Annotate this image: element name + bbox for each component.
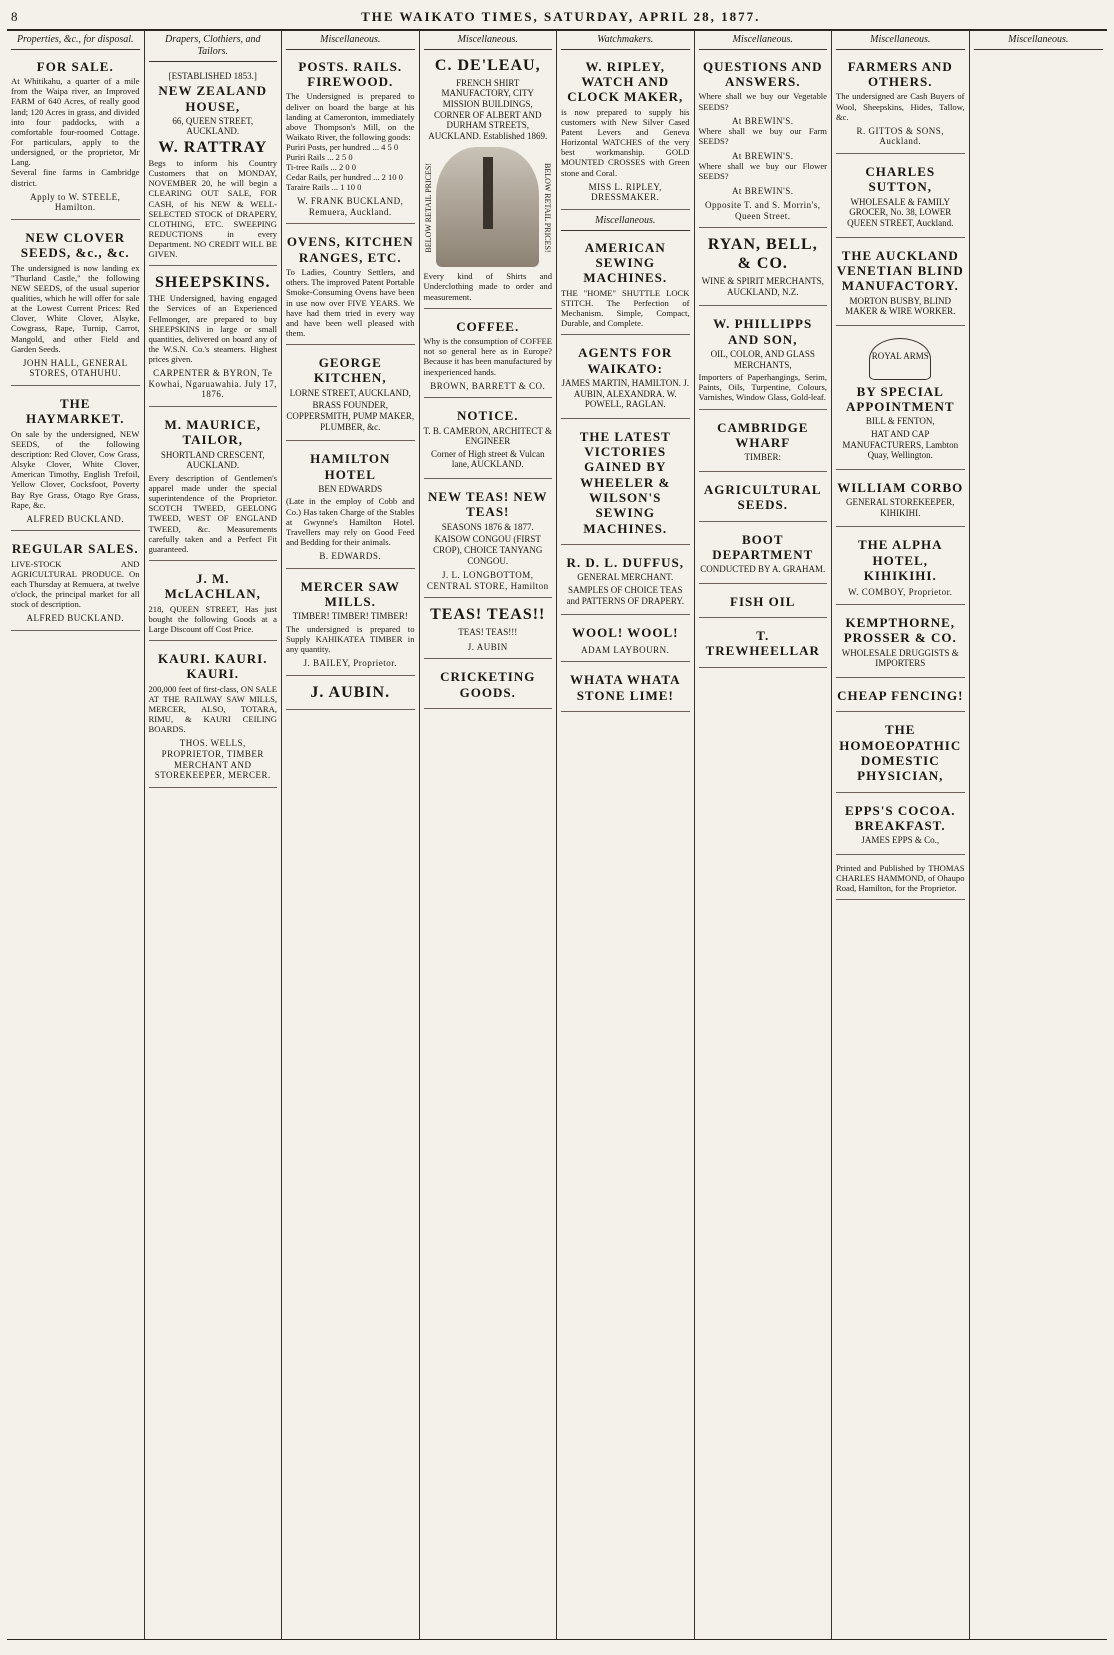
ad-title: KAURI. KAURI. KAURI. <box>158 651 268 682</box>
ad-kempthorne <box>836 609 965 678</box>
ad-body: The undersigned is now landing ex "Thurland Castle," the following NEW SEEDS, of the usual superior qualities, which he will offer for sale at the Lowest Current Prices: Red Clover, White Clover, Alsyke, Cowgrass, Rape, Turnip, Carrot, Mangold, and other Field and Garden Seeds. <box>11 262 140 354</box>
ad-subtitle: TIMBER! TIMBER! TIMBER! <box>292 611 408 622</box>
page-number: 8 <box>11 9 19 24</box>
column-head: Miscellaneous. <box>974 33 1104 50</box>
ad-title: FOR SALE. <box>36 58 114 74</box>
newspaper-title: THE WAIKATO TIMES, SATURDAY, APRIL 28, 1877. <box>361 9 761 24</box>
imprint <box>836 859 965 900</box>
crest-label: ROYAL ARMS <box>871 350 929 361</box>
ad-fish-oil <box>699 588 828 618</box>
ad-body: The Undersigned is prepared to deliver on board the barge at his landing at Cameronton, immediately above Thompson's Mill, on the Waikato River, the following goods: <box>286 91 415 143</box>
ad-wool <box>561 619 690 662</box>
ad-body: LIVE-STOCK AND AGRICULTURAL PRODUCE. On each Thursday at Remuera, at twelve o'clock, the principal market for all stock of description. <box>11 558 140 610</box>
ad-title: J. AUBIN. <box>310 684 391 702</box>
ad-signature: Apply to W. STEELE, Hamilton. <box>30 191 121 213</box>
ad-title: FARMERS AND OTHERS. <box>847 58 953 90</box>
ad-george-kitchen <box>286 349 415 441</box>
ad-signature: MISS L. RIPLEY, DRESSMAKER. <box>588 181 662 203</box>
ad-new-teas <box>424 483 553 598</box>
side-text: BELOW RETAIL PRICES! <box>423 162 433 253</box>
ad-signature: CARPENTER & BYRON, Te Kowhai, Ngaruawahia. July 17, 1876. <box>148 368 277 400</box>
ad-agricultural-seeds <box>699 476 828 522</box>
ad-signature: JOHN HALL, GENERAL STORES, OTAHUHU. <box>22 357 128 379</box>
ad-title: BY SPECIAL APPOINTMENT <box>846 383 955 415</box>
ad-subtitle: TIMBER: <box>744 452 781 463</box>
ad-body: Importers of Paperhangings, Serim, Paints, Oils, Turpentine, Colours, Varnishes, Window Glass, Gold-leaf. <box>698 372 827 403</box>
ad-title: T. TREWHEELLAR <box>705 628 820 659</box>
column-head: Drapers, Clothiers, and Tailors. <box>149 33 278 62</box>
ad-title: HAMILTON HOTEL <box>310 451 391 482</box>
ad-subtitle: SEASONS 1876 & 1877. <box>441 521 534 532</box>
ad-address: FRENCH SHIRT MANUFACTORY, CITY MISSION BUILDINGS, CORNER OF ALBERT AND DURHAM STREETS, AUCKLAND. Established 1869. <box>428 77 548 141</box>
ad-body: JAMES MARTIN, HAMILTON. J. AUBIN, ALEXANDRA. W. POWELL, RAGLAN. <box>561 377 689 410</box>
ad-address: LORNE STREET, AUCKLAND, <box>289 387 411 398</box>
ad-teas <box>424 602 553 659</box>
ad-questions-answers <box>699 53 828 229</box>
ad-title: POSTS. RAILS. FIREWOOD. <box>298 58 403 90</box>
answer: At BREWIN'S. <box>731 115 794 126</box>
ad-body: On sale by the undersigned, NEW SEEDS, of the following description: Red Clover, Cow Grass, Alsyke Clover, White Clover, American Timothy, English Trefoil, Yellow Clover, Cocksfoot, Poverty Bay Rye Grass, Otago Rye Grass, Rape, &c. <box>11 428 140 510</box>
shirt-illustration <box>436 147 539 267</box>
ad-title: R. D. L. DUFFUS, <box>566 555 684 571</box>
column-5 <box>557 31 695 1639</box>
question: Where shall we buy our Flower SEEDS? <box>698 161 827 182</box>
ad-signature: W. FRANK BUCKLAND, Remuera, Auckland. <box>297 196 404 217</box>
ad-phillipps <box>699 310 828 409</box>
ad-title: MERCER SAW MILLS. <box>300 578 400 610</box>
ad-title: W. RIPLEY, WATCH AND CLOCK MAKER, <box>567 58 684 105</box>
ad-subtitle: WHOLESALE DRUGGISTS & IMPORTERS <box>841 647 959 669</box>
ad-title: NEW TEAS! NEW TEAS! <box>428 489 548 520</box>
ad-signature: ADAM LAYBOURN. <box>581 644 670 655</box>
ad-alpha-hotel <box>836 531 965 605</box>
ad-title: REGULAR SALES. <box>11 541 139 557</box>
ad-signature: B. EDWARDS. <box>319 551 382 562</box>
ad-ryan-bell <box>699 232 828 306</box>
ad-subtitle: GENERAL MERCHANT. <box>577 572 674 583</box>
ad-signature: J. BAILEY, Proprietor. <box>303 658 398 669</box>
ad-title: J. M. McLACHLAN, <box>164 571 261 602</box>
ad-title: NOTICE. <box>456 408 519 424</box>
ad-epps-cocoa <box>836 797 965 855</box>
ad-subtitle: GENERAL STOREKEEPER, KIHIKIHI. <box>845 497 955 518</box>
price-line: Ti-tree Rails ... 2 0 0 <box>286 162 357 173</box>
royal-crest-icon <box>869 338 931 380</box>
ad-ovens <box>286 228 415 345</box>
ad-body: Every description of Gentlemen's apparel made under the special superintendence of the Proprietor. SCOTCH TWEED, GEELONG TWEED, WEST OF ENGLAND TWEED, &c. Measurements carefully taken and a Perfect Fit guaranteed. <box>148 472 277 554</box>
ad-title: FISH OIL <box>730 593 796 609</box>
price-line: Puriri Rails ... 2 5 0 <box>286 152 353 163</box>
ad-body: KAISOW CONGOU (FIRST CROP), CHOICE TANYANG CONGOU. <box>433 534 543 566</box>
ad-title: THE HAYMARKET. <box>26 396 125 427</box>
ad-subtitle: CONDUCTED BY A. GRAHAM. <box>700 564 826 575</box>
ad-body: SAMPLES OF CHOICE TEAS and PATTERNS OF DRAPERY. <box>566 585 685 606</box>
ad-subtitle: WHOLESALE & FAMILY GROCER, No. 38, LOWER QUEEN STREET, Auckland. <box>847 196 954 228</box>
ad-new-zealand-house <box>149 65 278 267</box>
ad-title: M. MAURICE, TAILOR, <box>164 417 262 448</box>
ad-signature: ALFRED BUCKLAND. <box>26 613 124 624</box>
ad-signature: ALFRED BUCKLAND. <box>26 513 124 524</box>
ad-signature: W. COMBOY, Proprietor. <box>848 587 953 598</box>
ad-subtitle: OIL, COLOR, AND GLASS MERCHANTS, <box>710 348 815 370</box>
ad-aubin <box>286 680 415 710</box>
ad-title: NEW CLOVER SEEDS, &c., &c. <box>20 229 130 261</box>
ad-title: CHARLES SUTTON, <box>865 164 936 195</box>
ad-mclachlan <box>149 565 278 641</box>
ad-signature: THOS. WELLS, PROPRIETOR, TIMBER MERCHANT AND STOREKEEPER, MERCER. <box>154 738 271 781</box>
side-text: BELOW RETAIL PRICES! <box>542 162 552 253</box>
column-7 <box>832 31 970 1639</box>
ad-sewing-machines <box>561 234 690 336</box>
ad-notice <box>424 402 553 479</box>
ad-title: W. PHILLIPPS AND SON, <box>713 316 813 347</box>
printer-imprint: Printed and Published by THOMAS CHARLES HAMMOND, of Ohaupo Road, Hamilton, for the Proprietor. <box>836 862 965 894</box>
price-line: Cedar Rails, per hundred ... 2 10 0 <box>286 172 403 183</box>
ad-body: The undersigned are Cash Buyers of Wool, Sheepskins, Hides, Tallow, &c. <box>836 91 965 122</box>
ad-title: THE LATEST VICTORIES GAINED BY WHEELER & WILSON'S SEWING MACHINES. <box>579 428 671 536</box>
ad-boot-department <box>699 526 828 584</box>
ad-address: Corner of High street & Vulcan lane, AUCKLAND. <box>430 448 545 470</box>
ad-title: OVENS, KITCHEN RANGES, ETC. <box>286 234 414 265</box>
ad-special-appointment <box>836 330 965 470</box>
ad-title: KEMPTHORNE, PROSSER & CO. <box>843 615 957 646</box>
ad-homoeopathic <box>836 716 965 792</box>
column-head: Watchmakers. <box>561 33 690 50</box>
column-6 <box>695 31 833 1639</box>
ad-venetian-blind <box>836 242 965 326</box>
ad-signature: J. L. LONGBOTTOM, CENTRAL STORE, Hamilton <box>426 570 549 591</box>
ad-trewheellar <box>699 622 828 668</box>
ad-title: WILLIAM CORBO <box>837 479 964 495</box>
ad-body: Several fine farms in Cambridge district. <box>11 167 140 188</box>
ad-tailor <box>149 411 278 561</box>
ad-corbo <box>836 474 965 528</box>
ad-body: Begs to inform his Country Customers that on MONDAY, NOVEMBER 20, he will begin a CLEARING OUT SALE, FOR CASH, of his NEW & WELL-SELECTED STOCK of DRAPERY, CLOTHING, ETC. SWEEPING REDUCTIONS in every Department. NO CREDIT WILL BE GIVEN. <box>148 157 277 260</box>
ad-body: Every kind of Shirts and Underclothing made to order and measurement. <box>423 271 552 302</box>
ad-title: AMERICAN SEWING MACHINES. <box>583 239 668 286</box>
ad-body: 200,000 feet of first-class, ON SALE AT THE RAILWAY SAW MILLS, MERCER, ALSO, TOTARA, RIMU, & KAURI CEILING BOARDS. <box>148 683 277 735</box>
ad-title: RYAN, BELL, & CO. <box>707 236 818 273</box>
ad-title: CRICKETING GOODS. <box>440 669 536 700</box>
column-grid <box>7 31 1107 1640</box>
ad-signature: BROWN, BARRETT & CO. <box>430 380 546 391</box>
ad-duffus <box>561 549 690 615</box>
ad-proprietor: W. RATTRAY <box>158 139 268 157</box>
ad-title: SHEEPSKINS. <box>155 274 271 292</box>
ad-title: GEORGE KITCHEN, <box>313 355 387 386</box>
ad-body: 218, QUEEN STREET, Has just bought the following Goods at a Large Discount off Cost Price. <box>148 603 277 634</box>
ad-body: THE Undersigned, having engaged the Services of an Experienced Fellmonger, are prepared to buy SHEEPSKINS in large or small quantities, delivered on board any of the W.S.N. Co.'s steamers. Highest prices given. <box>148 293 277 365</box>
ad-ripley <box>561 53 690 210</box>
column-3 <box>282 31 420 1639</box>
ad-posts-rails <box>286 53 415 225</box>
ad-body: To Ladies, Country Settlers, and others. The improved Patent Portable Smoke-Consuming Ovens have been in use now over FIVE YEARS. We have had them tried in every way and have been well pleased with them. <box>286 267 415 338</box>
ad-signature: Opposite T. and S. Morrin's, Queen Street. <box>704 200 821 221</box>
ad-kauri <box>149 645 278 788</box>
ad-body: (Late in the employ of Cobb and Co.) Has taken Charge of the Stables at Gwynne's Hamilton Hotel. Travellers may rely on Good Feed and Bedding for their animals. <box>286 496 415 548</box>
column-head: Miscellaneous. <box>699 33 828 50</box>
ad-subtitle: WINE & SPIRIT MERCHANTS, AUCKLAND, N.Z. <box>701 276 824 297</box>
ad-mercer-saw-mills <box>286 573 415 676</box>
ad-cambridge-wharf <box>699 414 828 472</box>
ad-hamilton-hotel <box>286 445 415 569</box>
ad-farmers <box>836 53 965 154</box>
ad-title: AGRICULTURAL SEEDS. <box>703 481 822 513</box>
ad-body: THE "HOME" SHUTTLE LOCK STITCH. The Perfection of Mechanism. Simple, Compact, Durable, and Complete. <box>561 287 690 329</box>
column-head: Miscellaneous. <box>836 33 965 50</box>
ad-title: C. DE'LEAU, <box>434 56 541 74</box>
ad-signature: J. AUBIN <box>467 641 508 652</box>
ad-shirt-factory <box>424 53 553 309</box>
ad-clover-seeds <box>11 224 140 386</box>
ad-title: WOOL! WOOL! <box>572 625 679 641</box>
ad-body: BRASS FOUNDER, COPPERSMITH, PUMP MAKER, PLUMBER, &c. <box>286 400 415 432</box>
ad-body: At Whitikahu, a quarter of a mile from the Waipa river, an Improved FARM of 640 Acres, of really good land; 120 Acres in grass, and divided into four paddocks, with a comfortable four-roomed Cottage. For particulars, apply to the undersigned, or the proprietor, Mr Lang. <box>11 76 140 168</box>
ad-coffee <box>424 313 553 399</box>
ad-agents-waikato <box>561 339 690 418</box>
price-line: Puriri Posts, per hundred ... 4 5 0 <box>286 142 399 153</box>
ad-farm-for-sale <box>11 53 140 220</box>
ad-address: 66, QUEEN STREET, AUCKLAND. <box>172 115 254 137</box>
ad-established: [ESTABLISHED 1853.] <box>168 70 257 81</box>
newspaper-page <box>7 5 1107 1645</box>
price-line: Taraire Rails ... 1 10 0 <box>286 182 362 193</box>
ad-title: CHEAP FENCING! <box>837 687 964 703</box>
ad-title: EPPS'S COCOA. BREAKFAST. <box>844 802 956 833</box>
column-1 <box>7 31 145 1639</box>
column-subhead: Miscellaneous. <box>561 214 690 231</box>
ad-sheepskins <box>149 270 278 407</box>
ad-title: WHATA WHATA STONE LIME! <box>569 672 681 703</box>
question: Where shall we buy our Farm SEEDS? <box>698 126 827 147</box>
ad-cheap-fencing <box>836 682 965 712</box>
ad-wheeler-wilson <box>561 423 690 545</box>
answer: At BREWIN'S. <box>731 150 794 161</box>
ad-regular-sales <box>11 535 140 631</box>
ad-title: NEW ZEALAND HOUSE, <box>158 83 268 114</box>
column-head: Miscellaneous. <box>424 33 553 50</box>
ad-cricketing <box>424 663 553 709</box>
answer: At BREWIN'S. <box>731 185 794 196</box>
ad-title: THE AUCKLAND VENETIAN BLIND MANUFACTORY. <box>836 247 964 294</box>
masthead <box>7 5 1107 31</box>
ad-title: CAMBRIDGE WHARF <box>717 419 809 450</box>
ad-haymarket <box>11 390 140 531</box>
column-head: Miscellaneous. <box>286 33 415 50</box>
ad-signature: R. GITTOS & SONS, Auckland. <box>856 125 945 147</box>
ad-proprietor: BEN EDWARDS <box>318 483 383 494</box>
ad-title: THE ALPHA HOTEL, KIHIKIHI. <box>858 537 943 584</box>
ad-title: BOOT DEPARTMENT <box>712 531 814 562</box>
ad-body: HAT AND CAP MANUFACTURERS, Lambton Quay, Wellington. <box>842 429 959 461</box>
ad-title: AGENTS FOR WAIKATO: <box>578 345 673 376</box>
question: Where shall we buy our Vegetable SEEDS? <box>698 91 827 112</box>
ad-subtitle: MORTON BUSBY, BLIND MAKER & WIRE WORKER. <box>845 295 956 317</box>
ad-body: Why is the consumption of COFFEE not so general here as in Europe? Because it has been manufactured by inexperienced hands. <box>423 336 552 377</box>
column-8 <box>970 31 1108 1639</box>
ad-sutton <box>836 158 965 237</box>
ad-subtitle: BILL & FENTON, <box>865 416 935 427</box>
ad-title: TEAS! TEAS!! <box>430 606 546 624</box>
ad-body: is now prepared to supply his customers with New Silver Cased Patent Levers and Geneva Horizontal WATCHES of the very best workmanship. GOLD MOUNTED CROSSES with Green stone and Coral. <box>561 106 690 178</box>
ad-stone-lime <box>561 666 690 712</box>
ad-address: SHORTLAND CRESCENT, AUCKLAND. <box>160 449 265 471</box>
ad-subtitle: TEAS! TEAS!!! <box>458 627 518 638</box>
column-2 <box>145 31 283 1639</box>
ad-title: COFFEE. <box>456 318 520 334</box>
column-head: Properties, &c., for disposal. <box>11 33 140 50</box>
ad-title: QUESTIONS AND ANSWERS. <box>702 58 823 90</box>
ad-title: THE HOMOEOPATHIC DOMESTIC PHYSICIAN, <box>839 722 962 784</box>
ad-subtitle: JAMES EPPS & Co., <box>861 835 940 846</box>
column-4 <box>420 31 558 1639</box>
ad-body: The undersigned is prepared to Supply KAHIKATEA TIMBER in any quantity. <box>286 624 415 655</box>
ad-subtitle: T. B. CAMERON, ARCHITECT & ENGINEER <box>423 425 552 447</box>
